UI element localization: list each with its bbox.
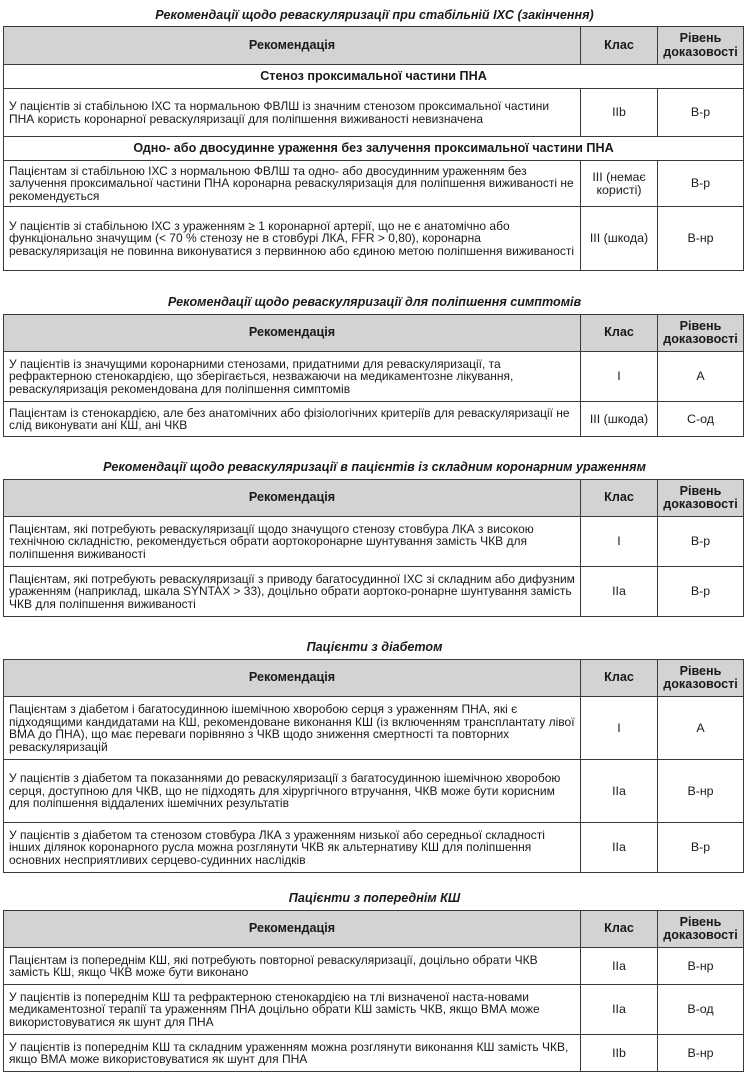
recommendation-table-prior-cabg	[3, 910, 744, 1072]
table-row	[4, 567, 744, 617]
recommendation-text: У пацієнтів з діабетом та показаннями до реваскуляризації з багатосудинною ішемічною хворобою серця, доступною для ЧКВ, що не підходять для хірургічного втручання, ЧКВ може бути корисним для поліпшення віддалених ішемічних результатів	[4, 760, 581, 823]
column-header-class: Клас	[581, 660, 658, 697]
table-row	[4, 207, 744, 271]
table-row	[4, 948, 744, 985]
recommendation-text: Пацієнтам зі стабільною ІХС з нормальною ФВЛШ та одно- або двосудинним ураженням без залучення проксимальної частини ПНА коронарна реваскуляризація для поліпшення виживаності не рекомендується	[4, 161, 581, 207]
table-row	[4, 823, 744, 873]
column-header-recommendation: Рекомендація	[4, 911, 581, 948]
class-cell: III (шкода)	[581, 402, 658, 437]
class-cell: IIa	[581, 760, 658, 823]
evidence-level-cell: B-р	[658, 823, 744, 873]
class-cell: IIb	[581, 89, 658, 137]
column-header-recommendation: Рекомендація	[4, 27, 581, 65]
recommendation-text: У пацієнтів із попереднім КШ та рефрактерною стенокардією на тлі визначеної наста-новами медикаментозної терапії та ураженням ПНА доцільно обрати КШ замість ЧКВ, якщо ВМА може використовуватися як шунт для ПНА	[4, 985, 581, 1035]
recommendation-text: Пацієнтам, які потребують реваскуляризації з приводу багатосудинної ІХС зі складним або дифузним ураженням (наприклад, шкала SYNTAX > 33), доцільно обрати аортоко-ронарне шунтування замість ЧКВ для поліпшення виживаності	[4, 567, 581, 617]
evidence-level-cell: B-нр	[658, 207, 744, 271]
column-header-class: Клас	[581, 911, 658, 948]
class-cell: I	[581, 697, 658, 760]
evidence-level-cell: C-од	[658, 402, 744, 437]
evidence-level-cell: B-р	[658, 567, 744, 617]
column-header-class: Клас	[581, 27, 658, 65]
recommendation-text: Пацієнтам з діабетом і багатосудинною ішемічною хворобою серця з ураженням ПНА, які є підходящими кандидатами на КШ, рекомендоване виконання КШ (із включенням трансплантату лівої ВМА до ПНА), що має переваги порівняно з ЧКВ щодо зниження смертності та повторних реваскуляризацій	[4, 697, 581, 760]
recommendation-table-complex-lesions	[3, 479, 744, 617]
table-row	[4, 517, 744, 567]
recommendation-text: У пацієнтів зі стабільною ІХС з ураженням ≥ 1 коронарної артерії, що не є анатомічно або функціонально значущим (< 70 % стенозу не в стовбурі ЛКА, FFR > 0,80), коронарна реваскуляризація не повинна виконуватися з первинною або єдиною метою поліпшення виживаності	[4, 207, 581, 271]
subheader-row: Стеноз проксимальної частини ПНА	[4, 65, 744, 89]
recommendation-table-stable-ihd	[3, 26, 744, 271]
subheader-row: Одно- або двосудинне ураження без залучення проксимальної частини ПНА	[4, 137, 744, 161]
column-header-evidence-level: Рівень доказовості	[658, 480, 744, 517]
column-header-evidence-level: Рівень доказовості	[658, 911, 744, 948]
class-cell: IIa	[581, 567, 658, 617]
table-row	[4, 161, 744, 207]
column-header-evidence-level: Рівень доказовості	[658, 660, 744, 697]
evidence-level-cell: B-р	[658, 89, 744, 137]
section-title-symptom-improvement: Рекомендації щодо реваскуляризації для поліпшення симптомів	[167, 295, 582, 309]
column-header-class: Клас	[581, 315, 658, 352]
column-header-class: Клас	[581, 480, 658, 517]
class-cell: III (немає користі)	[581, 161, 658, 207]
recommendation-table-symptom-improvement	[3, 314, 744, 437]
column-header-recommendation: Рекомендація	[4, 315, 581, 352]
evidence-level-cell: A	[658, 697, 744, 760]
class-cell: I	[581, 517, 658, 567]
recommendation-text: У пацієнтів з діабетом та стенозом стовбура ЛКА з ураженням низької або середньої складності інших ділянок коронарного русла можна розглянути ЧКВ як альтернативу КШ для поліпшення основних несприятливих серцево-судинних наслідків	[4, 823, 581, 873]
class-cell: III (шкода)	[581, 207, 658, 271]
table-row	[4, 985, 744, 1035]
table-row	[4, 402, 744, 437]
column-header-recommendation: Рекомендація	[4, 660, 581, 697]
column-header-evidence-level: Рівень доказовості	[658, 315, 744, 352]
class-cell: IIa	[581, 948, 658, 985]
column-header-evidence-level: Рівень доказовості	[658, 27, 744, 65]
column-header-recommendation: Рекомендація	[4, 480, 581, 517]
recommendation-text: Пацієнтам, які потребують реваскуляризації щодо значущого стенозу стовбура ЛКА з високою технічною складністю, рекомендується обрати аортокоронарне шунтування замість ЧКВ для поліпшення виживаності	[4, 517, 581, 567]
table-row	[4, 352, 744, 402]
table-row	[4, 89, 744, 137]
class-cell: IIa	[581, 985, 658, 1035]
recommendation-text: Пацієнтам із стенокардією, але без анатомічних або фізіологічних критеріїв для реваскуляризації не слід виконувати ані КШ, ані ЧКВ	[4, 402, 581, 437]
recommendation-text: У пацієнтів із попереднім КШ та складним ураженням можна розглянути виконання КШ замість ЧКВ, якщо ВМА може використовуватися як шунт для ПНА	[4, 1035, 581, 1072]
evidence-level-cell: B-р	[658, 517, 744, 567]
class-cell: I	[581, 352, 658, 402]
recommendation-text: У пацієнтів із значущими коронарними стенозами, придатними для реваскуляризації, та рефрактерною стенокардією, що зберігається, незважаючи на медикаментозне лікування, реваскуляризація рекомендована для поліпшення симптомів	[4, 352, 581, 402]
table-row	[4, 697, 744, 760]
section-title-diabetes: Пацієнти з діабетом	[306, 640, 443, 654]
class-cell: IIb	[581, 1035, 658, 1072]
class-cell: IIa	[581, 823, 658, 873]
table-row	[4, 1035, 744, 1072]
evidence-level-cell: B-нр	[658, 760, 744, 823]
section-title-prior-cabg: Пацієнти з попереднім КШ	[288, 891, 461, 905]
evidence-level-cell: B-нр	[658, 1035, 744, 1072]
recommendation-text: У пацієнтів зі стабільною ІХС та нормальною ФВЛШ із значним стенозом проксимальної частини ПНА користь коронарної реваскуляризації для поліпшення виживаності невизначена	[4, 89, 581, 137]
section-title-complex-lesions: Рекомендації щодо реваскуляризації в пацієнтів із складним коронарним ураженням	[103, 460, 646, 474]
evidence-level-cell: B-нр	[658, 948, 744, 985]
section-title-stable-ihd: Рекомендації щодо реваскуляризації при стабільній ІХС (закінчення)	[155, 8, 594, 22]
table-row	[4, 760, 744, 823]
recommendation-table-diabetes	[3, 659, 744, 873]
evidence-level-cell: A	[658, 352, 744, 402]
evidence-level-cell: B-р	[658, 161, 744, 207]
evidence-level-cell: B-од	[658, 985, 744, 1035]
recommendation-text: Пацієнтам із попереднім КШ, які потребують повторної реваскуляризації, доцільно обрати ЧКВ замість КШ, якщо ЧКВ може бути виконано	[4, 948, 581, 985]
